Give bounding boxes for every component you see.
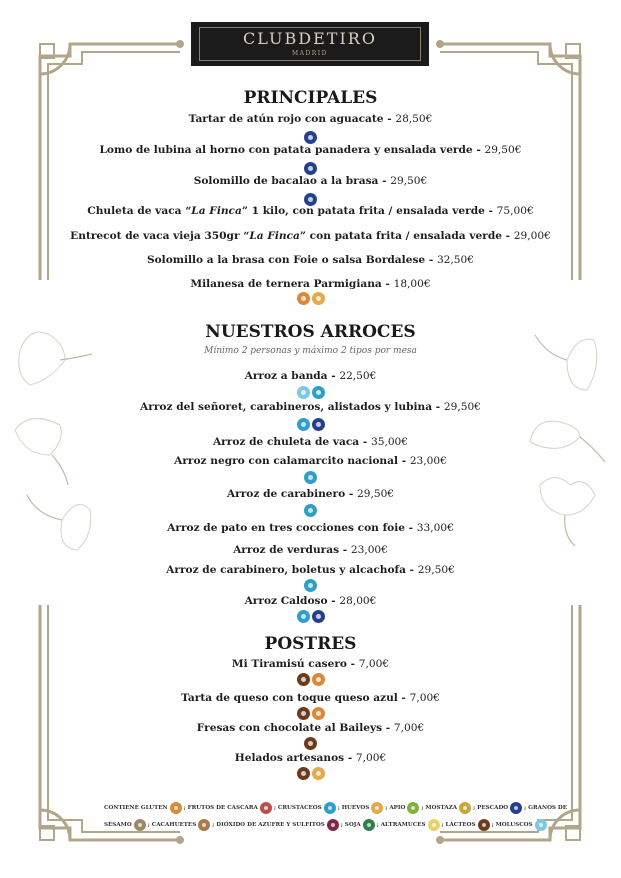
legend-label: ; DIÓXIDO DE AZUFRE Y SULFITOS [212,821,325,828]
gluten-allergen-icon [170,802,182,814]
price-separator: - [345,488,357,500]
item-name: Solomillo a la brasa con Foie o salsa Bordalese [146,254,426,266]
cacahuetes-allergen-icon [198,819,210,831]
lacteos-allergen-icon [297,673,310,686]
item-price: 18,00€ [393,278,431,290]
item-name-part: Entrecot de vaca vieja 350gr “ [70,230,250,242]
item-name-part: ” 1 kilo, con patata frita / ensalada verde [241,205,485,217]
allergen-icons [0,767,621,780]
legend-row [104,817,544,834]
lacteos-allergen-icon [304,737,317,750]
price-separator: - [327,595,340,607]
restaurant-logo [191,22,429,66]
item-name [87,205,485,217]
item-name: Tartar de atún rojo con aguacate [188,113,384,125]
menu-item [0,205,621,217]
menu-item [0,254,621,266]
gluten-allergen-icon [297,292,310,305]
item-price: 7,00€ [358,658,390,670]
legend-label: ; ALTRAMUCES [376,821,426,828]
item-price: 23,00€ [409,455,447,467]
gluten-allergen-icon [312,673,325,686]
item-price: 29,00€ [513,230,551,242]
legend-label: SÉSAMO [104,821,132,828]
item-price: 29,50€ [417,564,455,576]
menu-item [0,455,621,467]
item-price: 22,50€ [339,370,377,382]
legend-label: ; GRANOS DE [524,805,568,811]
item-price: 75,00€ [496,205,534,217]
legend-label: ; APIO [385,805,406,811]
price-separator: - [378,175,391,187]
huevos-allergen-icon [312,292,325,305]
moluscos-allergen-icon [535,819,547,831]
allergen-icons [0,418,621,431]
altramuces-allergen-icon [428,819,440,831]
crustaceos-allergen-icon [297,610,310,623]
pescado-allergen-icon [312,610,325,623]
item-name: Arroz a banda [244,370,328,382]
item-name: Arroz de verduras [233,544,340,556]
crustaceos-allergen-icon [304,579,317,592]
logo-city: MADRID [292,50,328,57]
item-price: 29,50€ [484,144,522,156]
pescado-allergen-icon [312,418,325,431]
price-separator: - [327,370,340,382]
item-name: Mi Tiramisú casero [231,658,347,670]
legend-label: ; CACAHUETES [147,821,197,828]
legend-label: ; MOLUSCOS [491,821,533,828]
item-name: Arroz Caldoso [244,595,328,607]
sulfitos-allergen-icon [327,819,339,831]
item-price: 33,00€ [416,522,454,534]
section-title: NUESTROS ARROCES [205,322,416,342]
item-name: Fresas con chocolate al Baileys [196,722,383,734]
legend-label: CONTIENE GLUTEN [104,805,168,811]
item-name: Arroz de carabinero, boletus y alcachofa [166,564,406,576]
price-separator: - [405,564,418,576]
granos-sesamo-allergen-icon [134,819,146,831]
menu-item [0,692,621,704]
price-separator: - [359,436,371,448]
pescado-allergen-icon [304,162,317,175]
price-separator: - [472,144,485,156]
item-price: 35,00€ [370,436,409,448]
item-name: Solomillo de bacalao a la brasa [193,175,379,187]
huevos-allergen-icon [371,802,383,814]
item-price: 7,00€ [393,722,425,734]
allergen-icons [0,707,621,720]
item-price: 29,50€ [390,175,428,187]
item-name: Tarta de queso con toque queso azul [181,692,398,704]
item-name: Arroz de pato en tres cocciones con foie [167,522,405,534]
huevos-allergen-icon [312,767,325,780]
frutos-cascara-allergen-icon [260,802,272,814]
apio-allergen-icon [407,802,419,814]
price-separator: - [382,722,394,734]
item-name-part: Chuleta de vaca “ [87,205,192,217]
pescado-allergen-icon [510,802,522,814]
mostaza-allergen-icon [459,802,471,814]
menu-item [0,544,621,556]
menu-item [0,278,621,290]
lacteos-allergen-icon [297,767,310,780]
allergen-icons [0,292,621,305]
allergen-icons [0,579,621,592]
menu-item [0,230,621,242]
item-price: 28,00€ [339,595,377,607]
legend-row [104,800,568,817]
price-separator: - [425,254,437,266]
legend-label: ; SOJA [340,821,361,828]
price-separator: - [404,522,417,534]
crustaceos-allergen-icon [324,802,336,814]
legend-label: ; PESCADO [473,805,509,811]
item-name [70,230,502,242]
section-title: PRINCIPALES [243,88,378,108]
item-price: 29,50€ [443,401,481,413]
item-name-italic: La Finca [249,230,300,242]
pescado-allergen-icon [304,131,317,144]
price-separator: - [339,544,351,556]
menu-item [0,658,621,670]
item-name: Arroz de carabinero [226,488,346,500]
menu-item [0,522,621,534]
moluscos-allergen-icon [297,386,310,399]
item-name: Arroz negro con calamarcito nacional [174,455,399,467]
allergen-icons [0,504,621,517]
legend-label: ; HUEVOS [337,805,370,811]
crustaceos-allergen-icon [304,471,317,484]
allergen-icons [0,386,621,399]
item-name: Helados artesanos [234,752,345,764]
lacteos-allergen-icon [478,819,490,831]
item-price: 29,50€ [356,488,395,500]
menu-item [0,370,621,382]
section-subtitle: Mínimo 2 personas y máximo 2 tipos por mesa [204,346,417,356]
allergen-icons [0,673,621,686]
menu-item [0,595,621,607]
lacteos-allergen-icon [297,707,310,720]
menu-item [0,144,621,156]
price-separator: - [344,752,356,764]
allergen-icons [0,131,621,144]
menu-item [0,488,621,500]
gluten-allergen-icon [312,707,325,720]
item-name: Arroz del señoret, carabineros, alistados y lubina [140,401,433,413]
price-separator: - [397,692,410,704]
item-name-part: ” con patata frita / ensalada verde [299,230,502,242]
allergen-icons [0,610,621,623]
menu-item [0,722,621,734]
allergen-icons [0,162,621,175]
legend-label: ; MOSTAZA [421,805,458,811]
price-separator: - [346,658,359,670]
legend-label: ; FRUTOS DE CÁSCARA [183,805,258,811]
item-name: Milanesa de ternera Parmigiana [190,278,382,290]
menu-item [0,752,621,764]
logo-title: CLUBDETIRO [243,29,377,48]
item-price: 28,50€ [395,113,433,125]
legend-label: ; CRUSTÁCEOS [273,805,322,811]
item-price: 23,00€ [350,544,388,556]
price-separator: - [501,230,514,242]
menu-item [0,113,621,125]
crustaceos-allergen-icon [297,418,310,431]
price-separator: - [381,278,394,290]
menu-item [0,401,621,413]
allergen-icons [0,471,621,484]
menu-item [0,175,621,187]
section-title: POSTRES [264,634,357,654]
item-price: 7,00€ [409,692,440,704]
allergen-icons [0,737,621,750]
crustaceos-allergen-icon [312,386,325,399]
price-separator: - [432,401,444,413]
crustaceos-allergen-icon [304,504,317,517]
item-price: 32,50€ [436,254,475,266]
item-name: Arroz de chuleta de vaca [212,436,360,448]
soja-allergen-icon [363,819,375,831]
menu-item [0,436,621,448]
item-name-italic: La Finca [191,205,242,217]
item-name: Lomo de lubina al horno con patata panadera y ensalada verde [99,144,473,156]
menu-item [0,564,621,576]
allergen-legend [104,800,568,833]
item-price: 7,00€ [355,752,387,764]
price-separator: - [484,205,497,217]
legend-label: ; LÁCTEOS [441,821,476,828]
price-separator: - [398,455,410,467]
price-separator: - [383,113,396,125]
